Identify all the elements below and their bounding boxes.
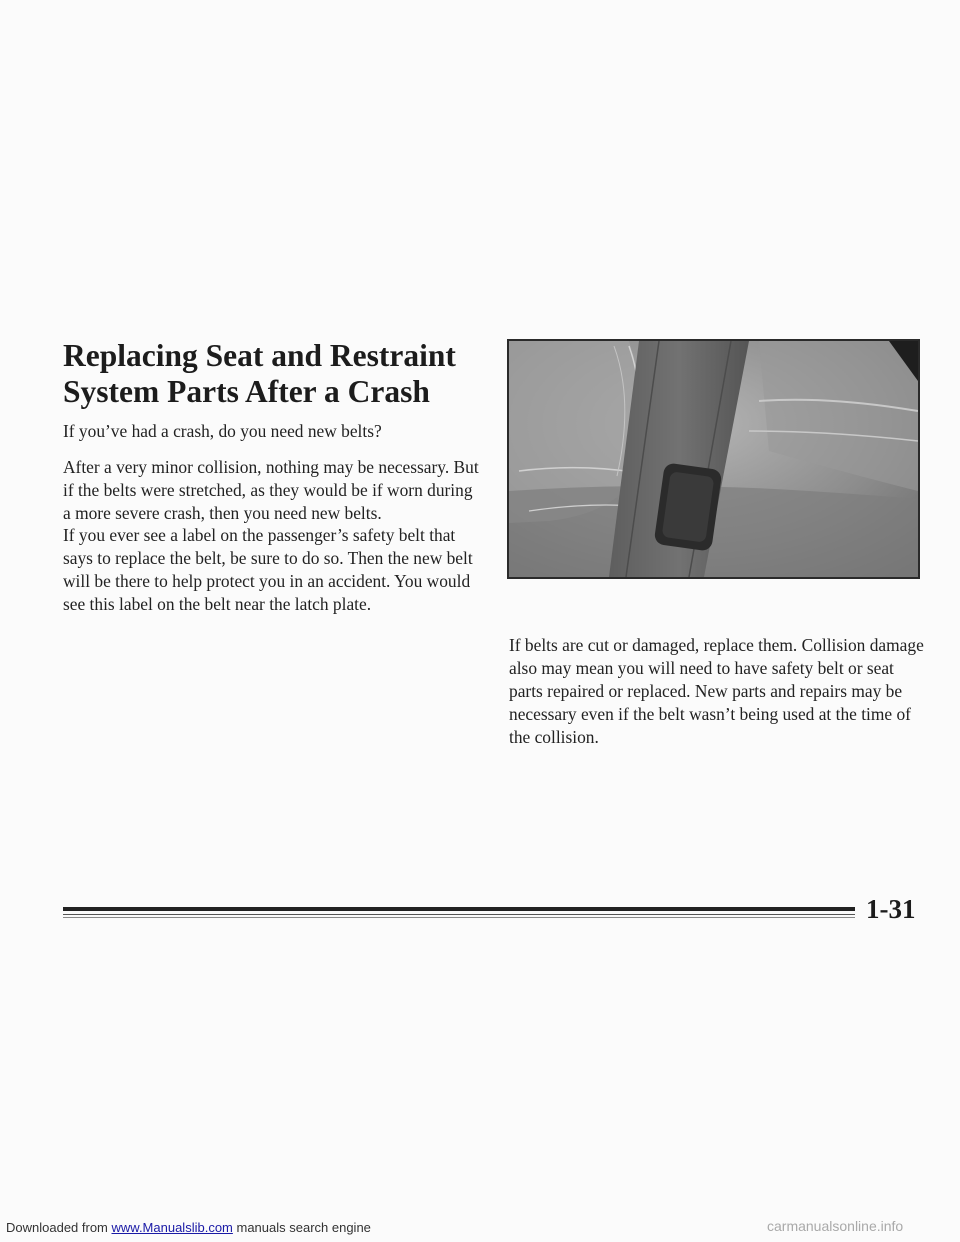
download-banner-suffix: manuals search engine [232, 1220, 371, 1235]
belt-photo-illustration [509, 341, 918, 577]
footer-rule [63, 907, 855, 911]
footer-rule-thin [63, 914, 855, 915]
paragraph-minor-collision: After a very minor collision, nothing may be necessary. But if the belts were stretched, as they would be if worn during a more severe crash, then you need new belts. [63, 457, 479, 523]
paragraph-replace-label: If you ever see a label on the passenger’s safety belt that says to replace the belt, be sure to do so. Then the new belt will be there to help protect you in an accident. You would see this label on the belt near the latch plate. [63, 525, 473, 614]
paragraph-cut-or-damaged: If belts are cut or damaged, replace them. Collision damage also may mean you will need to have safety belt or seat parts repaired or replaced. New parts and repairs may be necessary even if the belt wasn’t being used at the time of the collision. [509, 635, 924, 747]
page-number: 1-31 [866, 894, 916, 924]
download-banner [6, 1220, 371, 1235]
manualslib-link[interactable]: www.Manualslib.com [111, 1220, 233, 1235]
safety-belt-label-photo [507, 339, 920, 579]
watermark: carmanualsonline.info [767, 1218, 904, 1234]
download-banner-prefix: Downloaded from [6, 1220, 112, 1235]
paragraph-intro-question: If you’ve had a crash, do you need new belts? [63, 421, 382, 441]
section-heading: Replacing Seat and Restraint System Parts After a Crash [63, 338, 456, 409]
footer-rule-thin-secondary [63, 917, 855, 918]
